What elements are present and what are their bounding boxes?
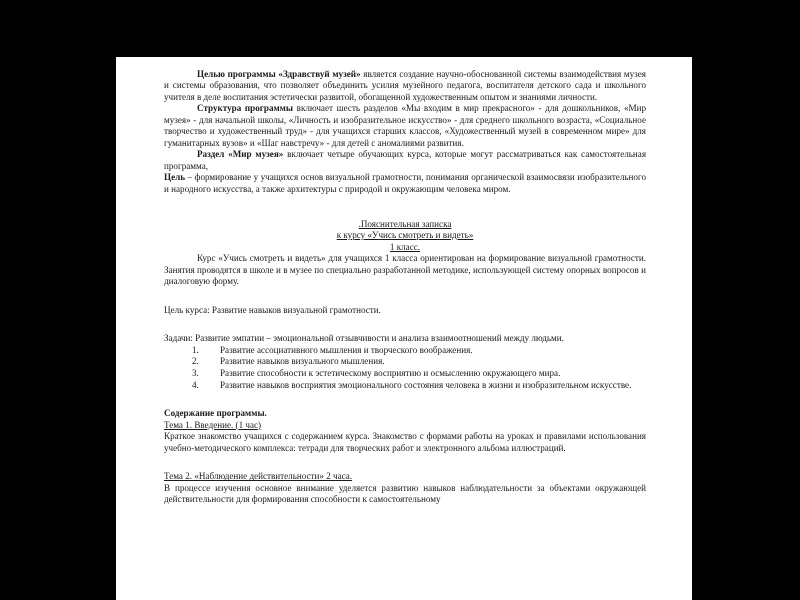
list-item: Развитие навыков восприятия эмоционального состояния человека в жизни и изобразительном искусстве. [220, 379, 632, 390]
spacer-before-explanatory-note [164, 196, 646, 219]
paragraph-program-goal-quote: «Здравствуй музей» [278, 68, 361, 79]
paragraph-program-structure-lead: Структура программы [197, 103, 293, 114]
viewer-letterbox-top [0, 0, 800, 57]
list-item: Развитие навыков визуального мышления. [220, 356, 385, 367]
paragraph-section-museum-world [164, 149, 646, 172]
heading-explanatory-note-line3-text: 1 класс. [389, 241, 421, 252]
paragraph-program-structure [164, 103, 646, 149]
paragraph-section-museum-world-rest: включает четыре обучающих курса, которые могут рассматриваться как самостоятельная программа, [164, 149, 647, 171]
paragraph-course-goal: Цель курса: Развитие навыков визуальной грамотности. [164, 304, 381, 315]
top-margin-spacer [164, 57, 646, 69]
paragraph-section-museum-world-lead: Раздел «Мир музея» [197, 149, 284, 160]
spacer-before-tasks [164, 316, 646, 333]
paragraph-program-goal-lead: Целью программы [197, 68, 279, 79]
paragraph-program-structure-rest: включает шесть разделов «Мы входим в мир прекрасного» - для дошкольников, «Мир музея» - для начальной школы, «Личность и изобразительное искусство» - для среднего школьного возраста, «Социальное творчество и художественный труд» - для учащихся старших классов, «Художественный музей в современном мире» для гуманитарных вузов» и «Шаг навстречу» - для детей с аномалиями развития. [164, 103, 646, 148]
document-text-body [164, 57, 646, 506]
list-item: Развитие ассоциативного мышления и творческого воображения. [220, 344, 473, 355]
paragraph-program-goal-rest: является создание научно-обоснованной системы взаимодействия музея и системы образования, что позволяет объединить усилия музейного педагога, воспитателя детского сада и школьного учителя в деле воспитания эстетически развитой, обогащенной художественным опытом и знаниями личности. [164, 68, 646, 102]
paragraph-topic-2-body: В процессе изучения основное внимание уделяется развитию навыков наблюдательности за объектами окружающей действительности для формирования способности к самостоятельному [164, 482, 646, 505]
list-item: Развитие способности к эстетическому восприятию и осмыслению окружающего мира. [220, 367, 561, 378]
paragraph-aim [164, 172, 646, 195]
paragraph-aim-rest: – формирование у учащихся основ визуальной грамотности, понимания органической взаимосвязи изобразительного и народного искусства, а также архитектуры с природой и окружающим человека миром. [164, 172, 646, 194]
heading-topic-2 [164, 471, 646, 483]
heading-explanatory-note-line1-text: .Пояснительная записка [358, 218, 452, 229]
paragraph-program-goal [164, 69, 646, 104]
spacer-before-course-goal [164, 288, 646, 305]
heading-topic-2-text: Тема 2. «Наблюдение действительности» 2 часа. [164, 471, 353, 482]
paragraph-tasks-intro: Задачи: Развитие эмпатии – эмоциональной отзывчивости и анализа взаимоотношений между людьми. [164, 333, 564, 344]
heading-explanatory-note-line2 [164, 230, 646, 242]
heading-explanatory-note-line1 [164, 219, 646, 231]
heading-explanatory-note-line3 [164, 242, 646, 254]
spacer-before-topic-2 [164, 454, 646, 471]
tasks-list [164, 345, 646, 391]
heading-explanatory-note-line2-text: к курсу «Учись смотреть и видеть» [336, 230, 474, 241]
heading-topic-1 [164, 420, 646, 432]
paragraph-aim-lead: Цель [164, 172, 186, 183]
heading-topic-1-text: Тема 1. Введение. (1 час) [164, 419, 262, 430]
spacer-before-program-content [164, 391, 646, 408]
heading-program-content: Содержание программы. [164, 408, 267, 419]
paragraph-topic-1-body: Краткое знакомство учащихся с содержанием курса. Знакомство с формами работы на уроках и правилами использования учебно-методического комплекса: тетради для творческих работ и электронного альбома иллюстраций. [164, 431, 646, 453]
document-page [115, 57, 693, 600]
paragraph-course-description: Курс «Учись смотреть и видеть» для учащихся 1 класса ориентирован на формирование визуальной грамотности. Занятия проводятся в школе и в музее по специально разработанной методике, использующей систему опорных вопросов и диалоговую форму. [164, 253, 646, 287]
